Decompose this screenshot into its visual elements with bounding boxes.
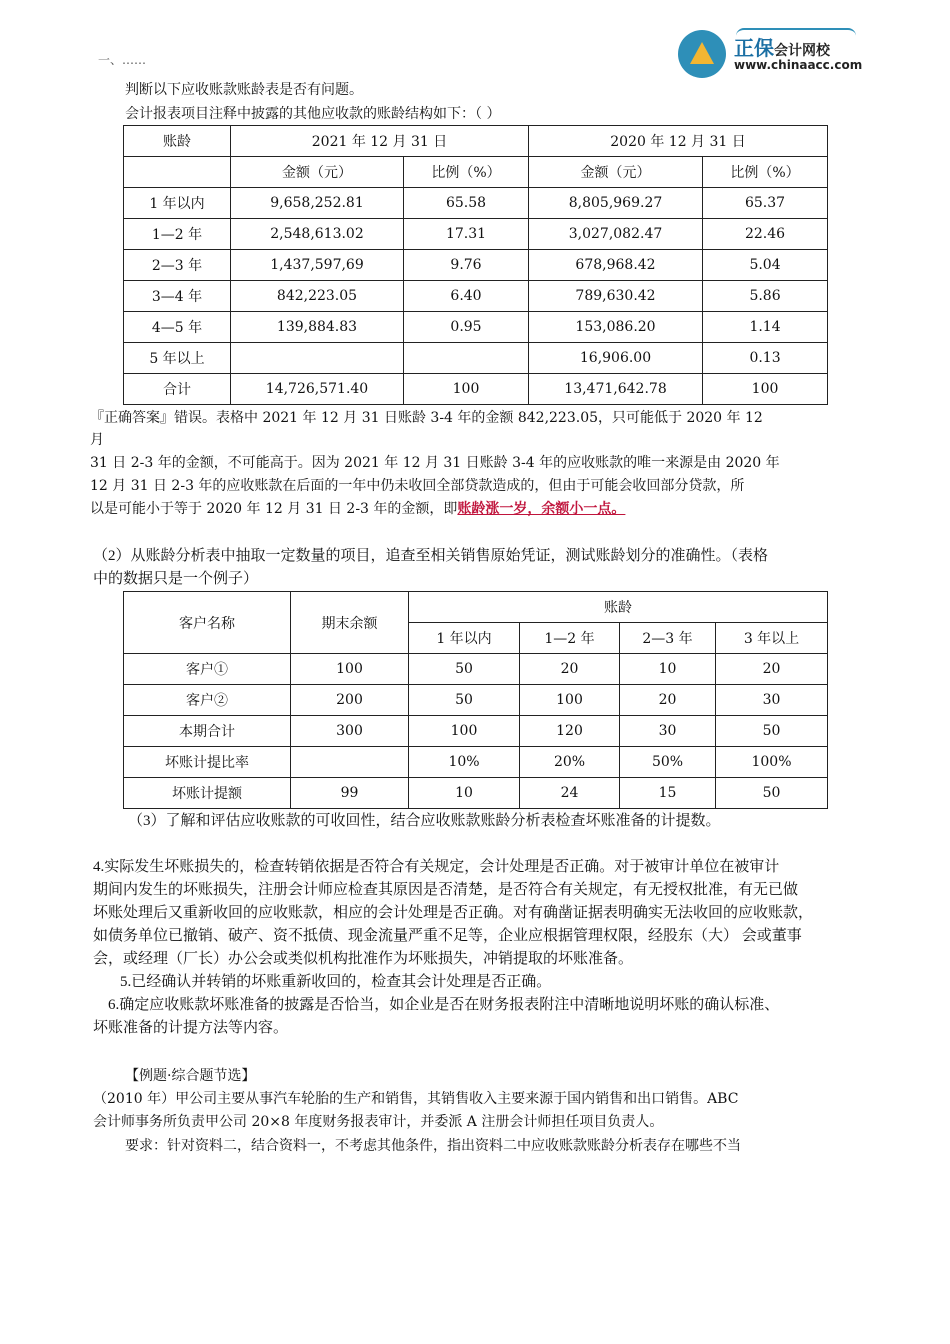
answer-line4: 12 月 31 日 2-3 年的应收账款在后面的一年中仍未收回全部贷款造成的，但由于可能会收回部分贷款，所 (90, 478, 745, 494)
p2-line2: 中的数据只是一个例子） (93, 571, 259, 587)
age-cell: 1—2 年 (124, 219, 231, 250)
sub-col-over-3: 3 年以上 (716, 623, 828, 654)
answer-line2: 月 (90, 432, 104, 448)
amount-cell: 1,437,597,69 (231, 250, 404, 281)
p4-line2: 期间内发生的坏账损失，注册会计师应检查其原因是否清楚，是否符合有关规定，有无授权批准，有无已做 (93, 882, 799, 898)
age-cell: 5 年以上 (124, 343, 231, 374)
col-customer: 客户名称 (124, 592, 291, 654)
amount-cell: 14,726,571.40 (231, 374, 404, 405)
sample-test-table (123, 591, 828, 809)
q1-line1: 判断以下应收账款账龄表是否有问题。 (125, 82, 363, 98)
value-cell: 10 (620, 654, 716, 685)
logo-url: www.chinaacc.com (734, 58, 863, 72)
value-cell: 20 (716, 654, 828, 685)
table-row (124, 778, 828, 809)
value-cell: 50% (620, 747, 716, 778)
value-cell: 99 (291, 778, 409, 809)
sub-ratio-2021: 比例（%） (404, 157, 529, 188)
table-row (124, 250, 828, 281)
p4-line5: 会，或经理（厂长）办公会或类似机构批准作为坏账损失，冲销提取的坏账准备。 (93, 951, 634, 967)
answer-line1: 『正确答案』错误。表格中 2021 年 12 月 31 日账龄 3-4 年的金额 842,223.05，只可能低于 2020 年 12 (90, 410, 763, 426)
logo-name: 正保会计网校 (734, 36, 830, 60)
p2-line1: （2）从账龄分析表中抽取一定数量的项目，追查至相关销售原始凭证，测试账龄划分的准确性。（表格 (93, 548, 769, 564)
p5-line: 5.已经确认并转销的坏账重新收回的，检查其会计处理是否正确。 (120, 974, 552, 990)
ratio-cell: 100 (404, 374, 529, 405)
value-cell (291, 747, 409, 778)
customer-cell: 坏账计提比率 (124, 747, 291, 778)
age-cell: 2—3 年 (124, 250, 231, 281)
value-cell: 120 (520, 716, 620, 747)
value-cell: 50 (409, 654, 520, 685)
sub-ratio-2020: 比例（%） (703, 157, 828, 188)
table-row (124, 281, 828, 312)
ratio-cell: 5.04 (703, 250, 828, 281)
amount-cell: 3,027,082.47 (529, 219, 703, 250)
value-cell: 100 (520, 685, 620, 716)
value-cell: 10 (409, 778, 520, 809)
example-line2: 会计师事务所负责甲公司 20×8 年度财务报表审计，并委派 A 注册会计师担任项目负责人。 (93, 1114, 664, 1130)
age-cell: 合计 (124, 374, 231, 405)
sub-col-1-2: 1—2 年 (520, 623, 620, 654)
ratio-cell (404, 343, 529, 374)
col-age: 账龄 (124, 126, 231, 157)
customer-cell: 本期合计 (124, 716, 291, 747)
table-row (124, 747, 828, 778)
ratio-cell: 1.14 (703, 312, 828, 343)
value-cell: 20 (620, 685, 716, 716)
sub-amount-2021: 金额（元） (231, 157, 404, 188)
q1-line2: 会计报表项目注释中披露的其他应收款的账龄结构如下：（ ） (125, 106, 501, 122)
age-cell: 3—4 年 (124, 281, 231, 312)
answer-line5 (90, 499, 625, 519)
table-row (124, 219, 828, 250)
example-title: 【例题·综合题节选】 (125, 1068, 256, 1084)
ratio-cell: 22.46 (703, 219, 828, 250)
value-cell: 200 (291, 685, 409, 716)
customer-cell: 客户② (124, 685, 291, 716)
col-age-group: 账龄 (409, 592, 828, 623)
p3-line: （3）了解和评估应收账款的可收回性，结合应收账款账龄分析表检查坏账准备的计提数。 (128, 813, 721, 829)
p4-line4: 如债务单位已撤销、破产、资不抵债、现金流量严重不足等，企业应根据管理权限，经股东（大） 会或董事 (93, 928, 802, 944)
value-cell: 100 (291, 654, 409, 685)
amount-cell: 139,884.83 (231, 312, 404, 343)
col-2021: 2021 年 12 月 31 日 (231, 126, 529, 157)
value-cell: 30 (620, 716, 716, 747)
ratio-cell: 0.13 (703, 343, 828, 374)
customer-cell: 坏账计提额 (124, 778, 291, 809)
ratio-cell: 9.76 (404, 250, 529, 281)
age-cell: 1 年以内 (124, 188, 231, 219)
empty-cell (124, 157, 231, 188)
col-2020: 2020 年 12 月 31 日 (529, 126, 828, 157)
aging-table (123, 125, 828, 405)
ratio-cell: 100 (703, 374, 828, 405)
customer-cell: 客户① (124, 654, 291, 685)
amount-cell: 13,471,642.78 (529, 374, 703, 405)
value-cell: 50 (716, 716, 828, 747)
amount-cell: 16,906.00 (529, 343, 703, 374)
ratio-cell: 6.40 (404, 281, 529, 312)
amount-cell: 153,086.20 (529, 312, 703, 343)
amount-cell: 9,658,252.81 (231, 188, 404, 219)
p4-line3: 坏账处理后又重新收回的应收账款，相应的会计处理是否正确。对有确凿证据表明确实无法收回的应收账款， (93, 905, 814, 921)
example-line1: （2010 年）甲公司主要从事汽车轮胎的生产和销售，其销售收入主要来源于国内销售和出口销售。ABC (93, 1091, 739, 1107)
table-row (124, 685, 828, 716)
amount-cell: 678,968.42 (529, 250, 703, 281)
sub-col-within-1: 1 年以内 (409, 623, 520, 654)
p6-line1: 6.确定应收账款坏账准备的披露是否恰当，如企业是否在财务报表附注中清晰地说明坏账的确认标准、 (108, 997, 780, 1013)
table-row (124, 312, 828, 343)
value-cell: 20 (520, 654, 620, 685)
value-cell: 300 (291, 716, 409, 747)
p4-line1: 4.实际发生坏账损失的，检查转销依据是否符合有关规定，会计处理是否正确。对于被审计单位在被审计 (93, 859, 780, 875)
age-cell: 4—5 年 (124, 312, 231, 343)
amount-cell: 2,548,613.02 (231, 219, 404, 250)
value-cell: 30 (716, 685, 828, 716)
p6-line2: 坏账准备的计提方法等内容。 (93, 1020, 289, 1036)
value-cell: 50 (716, 778, 828, 809)
table-row (124, 374, 828, 405)
table-row (124, 654, 828, 685)
sub-col-2-3: 2—3 年 (620, 623, 716, 654)
ratio-cell: 17.31 (404, 219, 529, 250)
sub-amount-2020: 金额（元） (529, 157, 703, 188)
ratio-cell: 5.86 (703, 281, 828, 312)
ratio-cell: 0.95 (404, 312, 529, 343)
value-cell: 20% (520, 747, 620, 778)
header-fragment: 一、…… (98, 53, 147, 67)
value-cell: 15 (620, 778, 716, 809)
answer-line3: 31 日 2-3 年的金额，不可能高于。因为 2021 年 12 月 31 日账龄 3-4 年的应收账款的唯一来源是由 2020 年 (90, 455, 780, 471)
answer-highlight: 账龄涨一岁，余额小一点。 (457, 501, 626, 517)
col-balance: 期末余额 (291, 592, 409, 654)
ratio-cell: 65.58 (404, 188, 529, 219)
logo-book-icon (690, 42, 714, 64)
value-cell: 100 (409, 716, 520, 747)
table-row (124, 343, 828, 374)
value-cell: 24 (520, 778, 620, 809)
amount-cell (231, 343, 404, 374)
example-line3: 要求：针对资料二，结合资料一，不考虑其他条件，指出资料二中应收账款账龄分析表存在哪些不当 (125, 1138, 741, 1154)
answer-line5-text: 以是可能小于等于 2020 年 12 月 31 日 2-3 年的金额，即 (90, 501, 458, 517)
table-row (124, 188, 828, 219)
amount-cell: 8,805,969.27 (529, 188, 703, 219)
value-cell: 10% (409, 747, 520, 778)
amount-cell: 789,630.42 (529, 281, 703, 312)
ratio-cell: 65.37 (703, 188, 828, 219)
value-cell: 50 (409, 685, 520, 716)
table-row (124, 716, 828, 747)
amount-cell: 842,223.05 (231, 281, 404, 312)
value-cell: 100% (716, 747, 828, 778)
